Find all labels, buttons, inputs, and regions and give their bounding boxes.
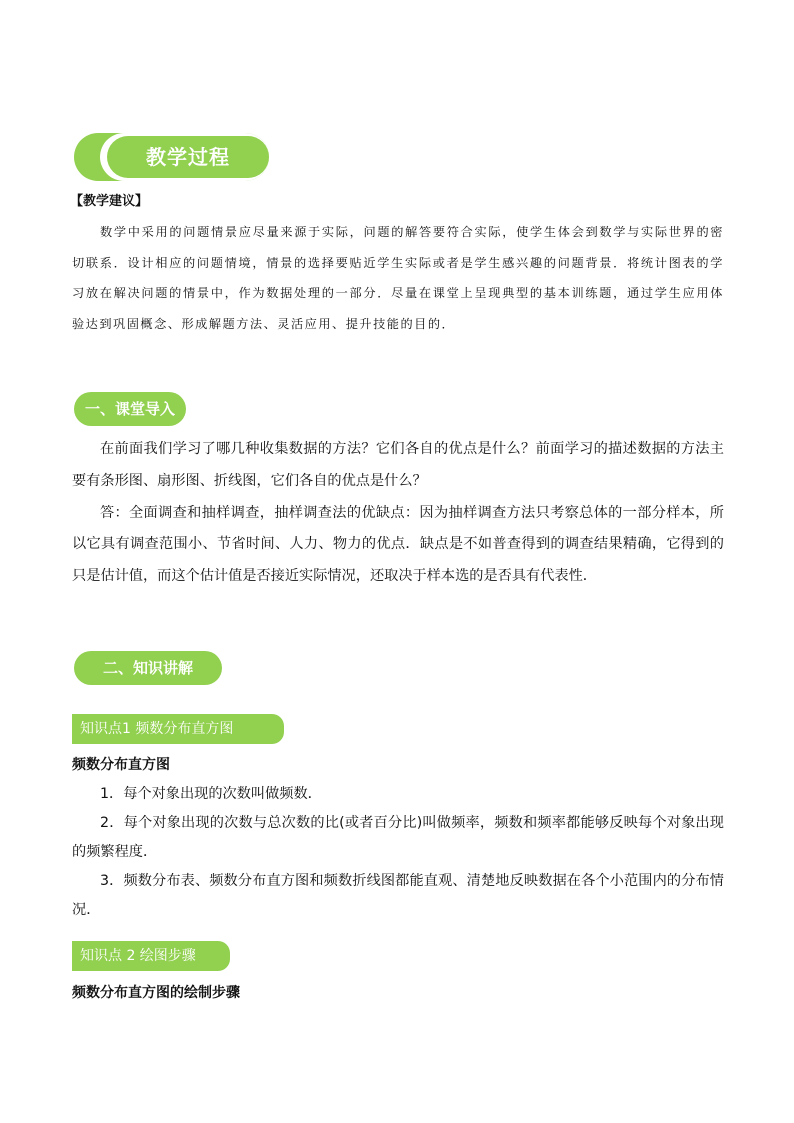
list-item: 2．每个对象出现的次数与总次数的比(或者百分比)叫做频率，频数和频率都能够反映每个对象出现的频繁程度． — [72, 815, 724, 860]
knowledge-point-1-label: 知识点1 频数分布直方图 — [72, 714, 284, 744]
knowledge-point-2-label: 知识点 2 绘图步骤 — [72, 941, 230, 971]
kp1-heading: 频数分布直方图 — [72, 757, 170, 773]
teaching-suggestion-text — [72, 217, 724, 339]
intro-question: 在前面我们学习了哪几种收集数据的方法？它们各自的优点是什么？前面学习的描述数据的方法主要有条形图、扇形图、折线图，它们各自的优点是什么？ — [72, 441, 724, 489]
intro-answer: 答：全面调查和抽样调查，抽样调查法的优缺点：因为抽样调查方法只考察总体的一部分样本，所以它具有调查范围小、节省时间、人力、物力的优点．缺点是不如普查得到的调查结果精确，它得到的只是估计值，而这个估计值是否接近实际情况，还取决于样本选的是否具有代表性． — [72, 504, 724, 585]
teaching-suggestion-paragraph: 数学中采用的问题情景应尽量来源于实际，问题的解答要符合实际，使学生体会到数学与实际世界的密切联系．设计相应的问题情境，情景的选择要贴近学生实际或者是学生感兴趣的问题背景．将统计图表的学习放在解决问题的情景中，作为数据处理的一部分．尽量在课堂上呈现典型的基本训练题，通过学生应用体验达到巩固概念、形成解题方法、灵活应用、提升技能的目的． — [72, 225, 724, 331]
list-item: 1．每个对象出现的次数叫做频数． — [100, 786, 322, 802]
page-title: 教学过程 — [107, 136, 269, 178]
title-banner — [74, 133, 269, 181]
section-heading-knowledge: 二、知识讲解 — [74, 651, 222, 685]
teaching-suggestion-heading: 【教学建议】 — [70, 194, 149, 209]
kp1-list — [72, 780, 724, 925]
kp2-heading: 频数分布直方图的绘制步骤 — [72, 985, 240, 1001]
section-heading-intro: 一、课堂导入 — [74, 392, 186, 426]
list-item: 3．频数分布表、频数分布直方图和频数折线图都能直观、清楚地反映数据在各个小范围内的分布情况． — [72, 873, 724, 918]
intro-body — [72, 434, 724, 593]
